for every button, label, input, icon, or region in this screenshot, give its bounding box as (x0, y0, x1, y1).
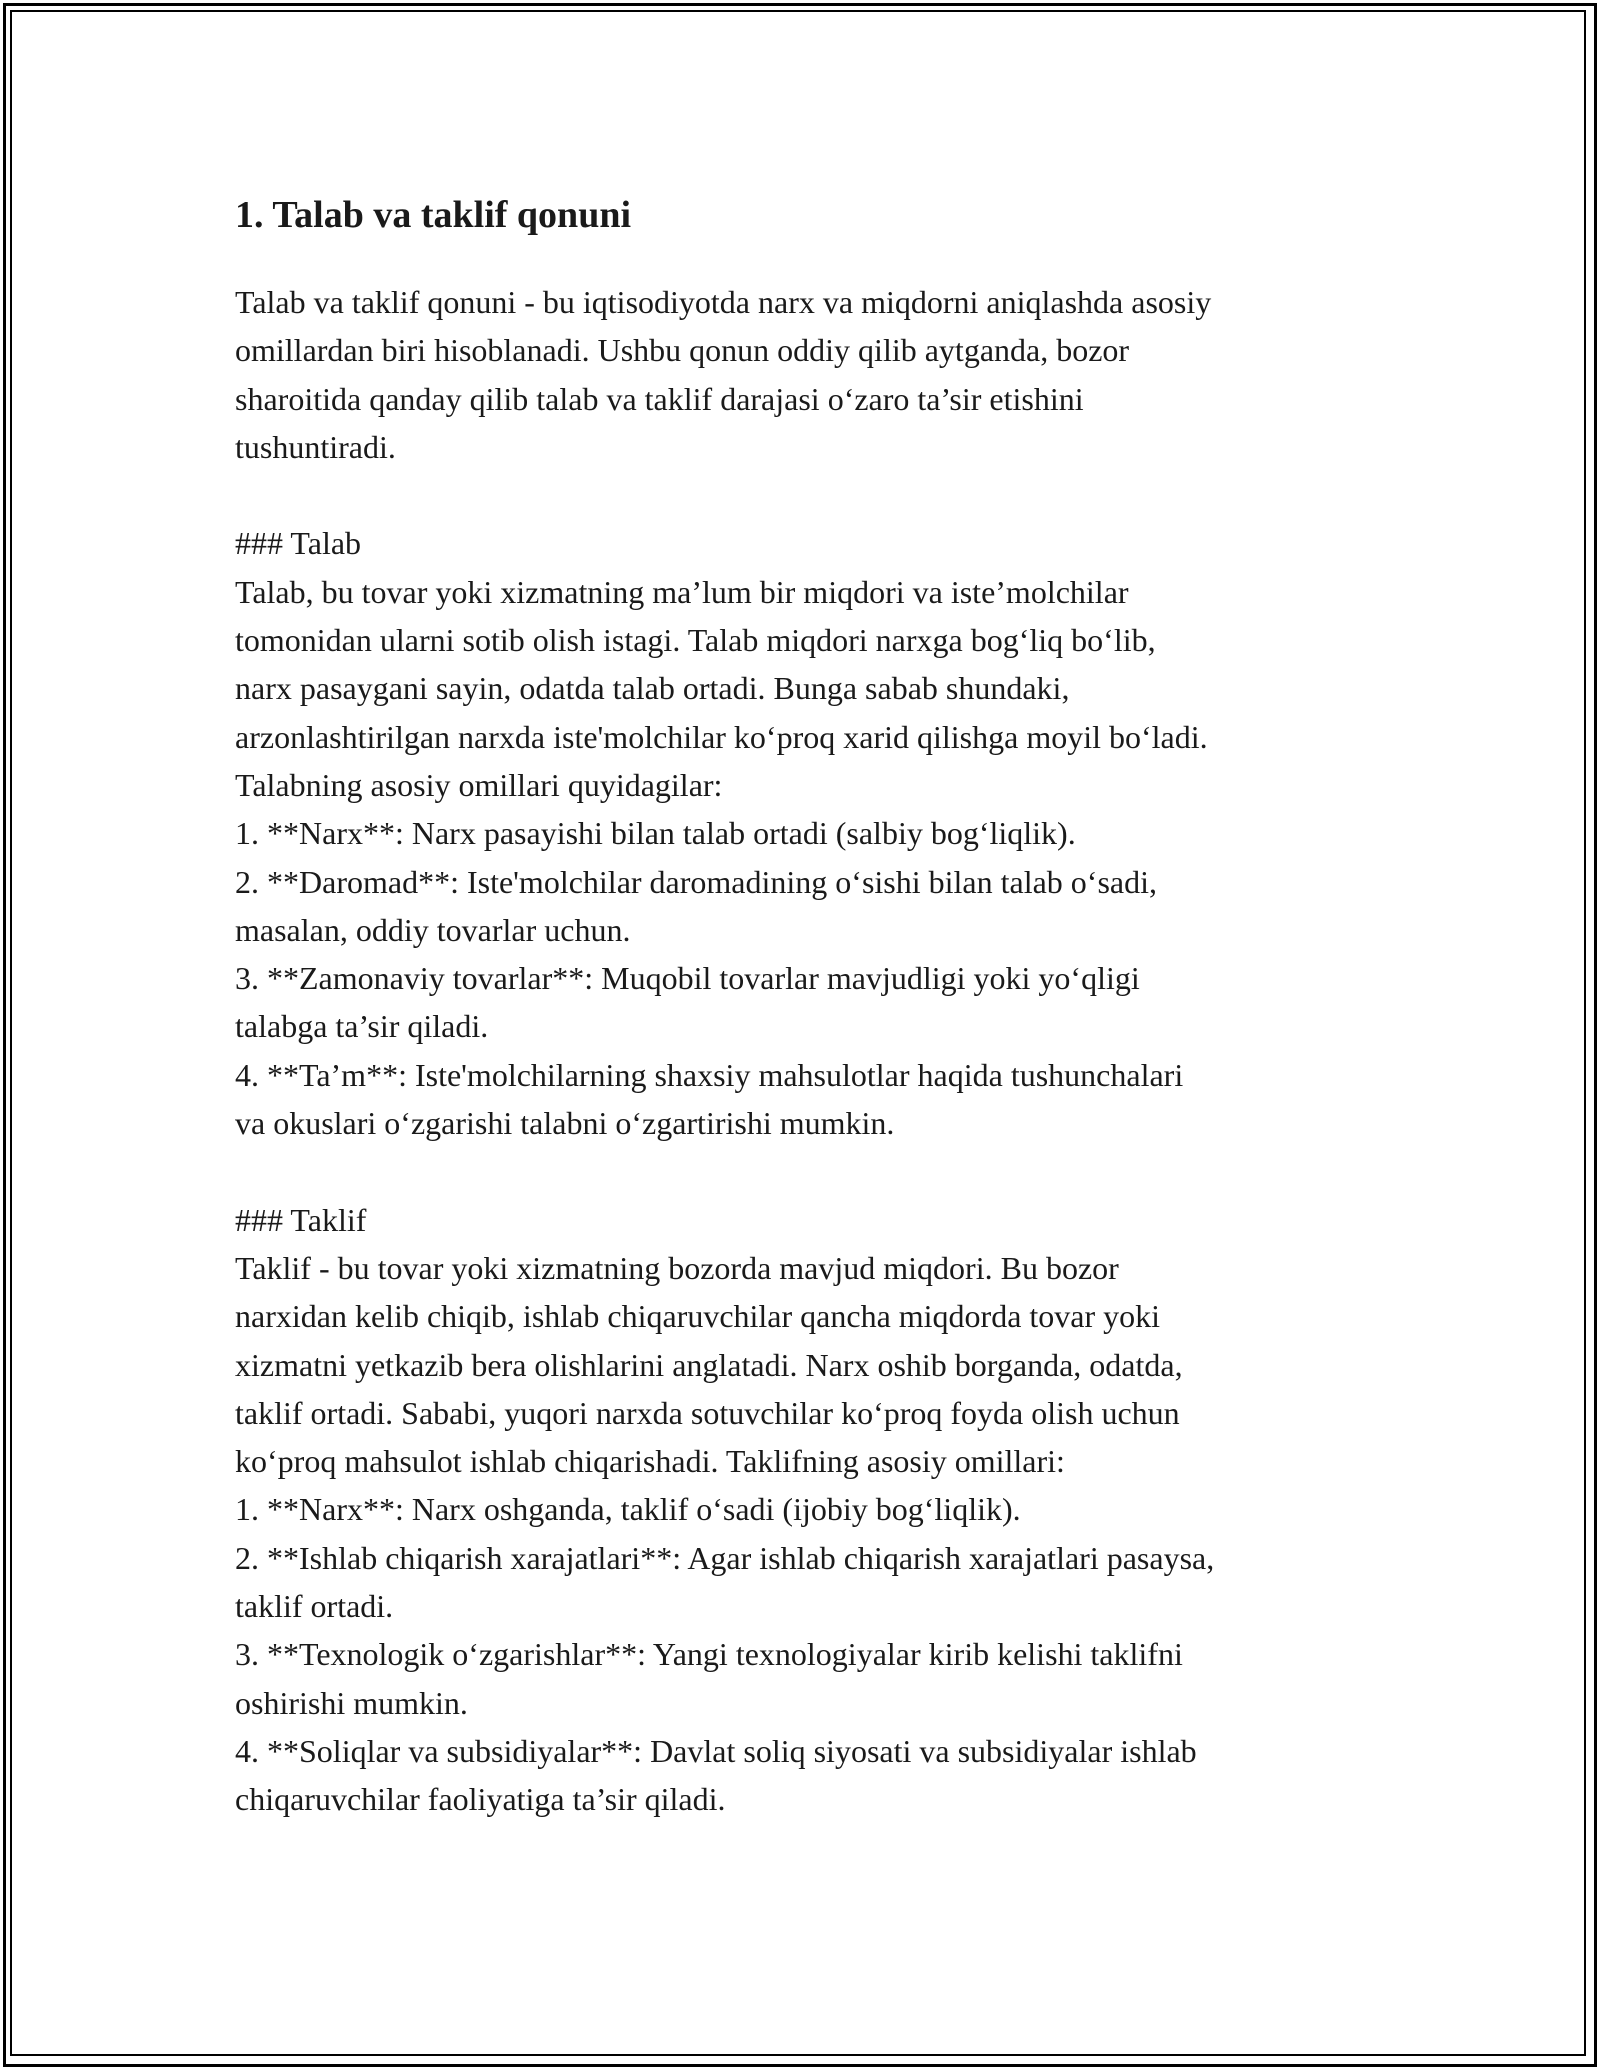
list-item-continuation: oshirishi mumkin. (235, 1684, 468, 1721)
list-item-continuation: va okuslari o‘zgarishi talabni o‘zgartirishi mumkin. (235, 1105, 895, 1142)
paragraph-spacer (235, 471, 1375, 519)
text-line: Talab va taklif qonuni - bu iqtisodiyotda narx va miqdorni aniqlashda asosiy (235, 284, 1212, 320)
text-line: omillardan biri hisoblanadi. Ushbu qonun oddiy qilib aytganda, bozor (235, 332, 1130, 369)
text-line: tomonidan ularni sotib olish istagi. Talab miqdori narxga bog‘liq bo‘lib, (235, 622, 1156, 659)
paragraph-spacer (235, 1147, 1375, 1195)
list-item-continuation: masalan, oddiy tovarlar uchun. (235, 911, 631, 948)
section-heading-taklif: ### Taklif (235, 1201, 367, 1238)
text-line: tushuntiradi. (235, 428, 396, 465)
text-line: Taklif - bu tovar yoki xizmatning bozorda mavjud miqdori. Bu bozor (235, 1249, 1119, 1286)
list-item: 3. **Texnologik o‘zgarishlar**: Yangi texnologiyalar kirib kelishi taklifni (235, 1636, 1183, 1673)
list-item: 3. **Zamonaviy tovarlar**: Muqobil tovarlar mavjudligi yoki yo‘qligi (235, 960, 1140, 997)
list-item-continuation: chiqaruvchilar faoliyatiga ta’sir qiladi. (235, 1781, 726, 1818)
list-item: 1. **Narx**: Narx oshganda, taklif o‘sadi (ijobiy bog‘liqlik). (235, 1491, 1021, 1528)
supply-section (235, 1196, 1375, 1824)
section-heading-talab: ### Talab (235, 525, 362, 562)
list-item: 4. **Soliqlar va subsidiyalar**: Davlat soliq siyosati va subsidiyalar ishlab (235, 1732, 1197, 1769)
list-item-continuation: taklif ortadi. (235, 1588, 394, 1625)
text-line: narx pasaygani sayin, odatda talab ortadi. Bunga sabab shundaki, (235, 670, 1070, 707)
text-line: arzonlashtirilgan narxda iste'molchilar ko‘proq xarid qilishga moyil bo‘ladi. (235, 718, 1208, 755)
text-line: sharoitida qanday qilib talab va taklif darajasi o‘zaro ta’sir etishini (235, 380, 1084, 417)
text-line: xizmatni yetkazib bera olishlarini anglatadi. Narx oshib borganda, odatda, (235, 1346, 1183, 1383)
list-item: 1. **Narx**: Narx pasayishi bilan talab ortadi (salbiy bog‘liqlik). (235, 815, 1076, 852)
demand-section (235, 519, 1375, 1147)
text-line: narxidan kelib chiqib, ishlab chiqaruvchilar qancha miqdorda tovar yoki (235, 1298, 1161, 1335)
list-item-continuation: talabga ta’sir qiladi. (235, 1008, 489, 1045)
list-item: 4. **Ta’m**: Iste'molchilarning shaxsiy mahsulotlar haqida tushunchalari (235, 1056, 1184, 1093)
text-line: ko‘proq mahsulot ishlab chiqarishadi. Taklifning asosiy omillari: (235, 1443, 1065, 1480)
list-item: 2. **Daromad**: Iste'molchilar daromadining o‘sishi bilan talab o‘sadi, (235, 863, 1157, 900)
text-line: taklif ortadi. Sababi, yuqori narxda sotuvchilar ko‘proq foyda olish uchun (235, 1394, 1180, 1431)
list-item: 2. **Ishlab chiqarish xarajatlari**: Agar ishlab chiqarish xarajatlari pasaysa, (235, 1539, 1215, 1576)
intro-paragraph (235, 278, 1375, 471)
text-line: Talab, bu tovar yoki xizmatning ma’lum bir miqdori va iste’molchilar (235, 573, 1129, 610)
text-line: Talabning asosiy omillari quyidagilar: (235, 766, 723, 803)
document-body (235, 188, 1375, 1824)
document-title: 1. Talab va taklif qonuni (235, 194, 632, 236)
